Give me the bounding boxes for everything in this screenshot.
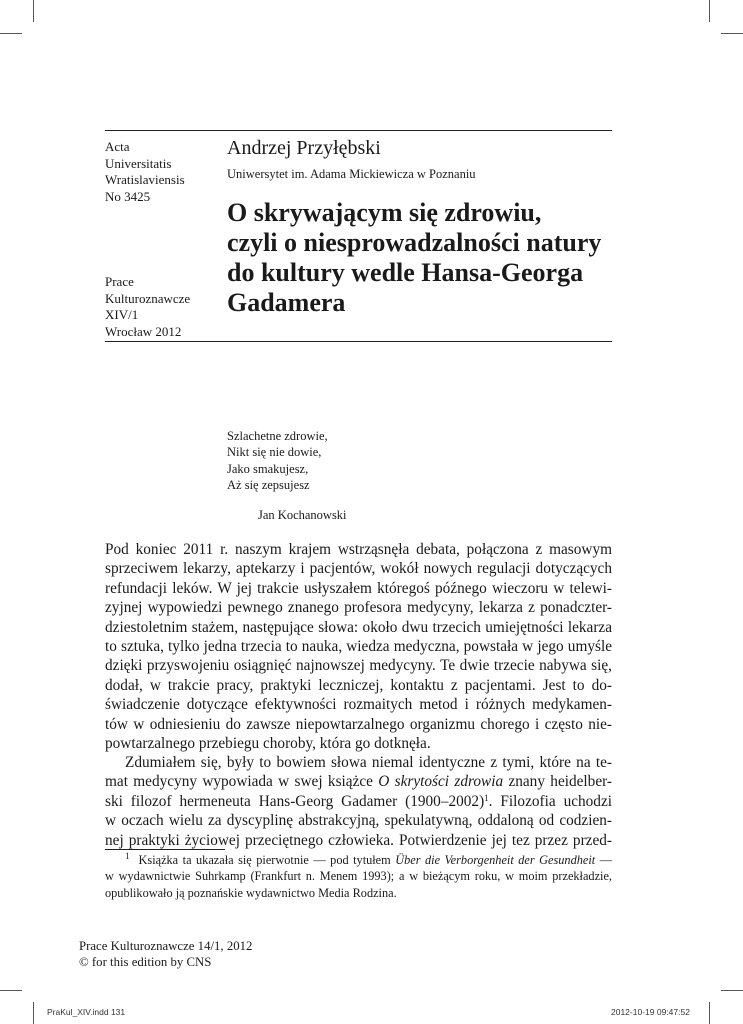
header-bottom-rule <box>105 341 612 342</box>
body-line: świadczenie dotyczące efektywności rozmaitych metod i różnych medykamen- <box>105 696 612 714</box>
footnote-reference[interactable]: 1 <box>484 792 489 803</box>
journal-volume-line: Prace <box>105 274 134 289</box>
article-title <box>227 198 617 318</box>
footnote-text: Książka ta ukazała się pierwotnie — pod tytułem <box>138 853 396 867</box>
body-line: to sztuka, tylko jedna trzecia to nauka, wiedza medyczna, powstała w jego umyśle <box>105 638 612 656</box>
header-top-rule <box>105 130 612 131</box>
epigraph-line: Szlachetne zdrowie, <box>227 429 328 443</box>
title-line: O skrywającym się zdrowiu, <box>227 198 542 227</box>
body-paragraph-2 <box>105 753 612 850</box>
journal-volume-line: Kulturoznawcze <box>105 290 191 306</box>
epigraph-line: Nikt się nie dowie, <box>227 445 322 460</box>
footnote-number: 1 <box>125 851 130 861</box>
journal-volume-line: XIV/1 <box>105 307 139 322</box>
body-line: powtarzalnego przebiegu choroby, która go dotknęła. <box>105 735 431 753</box>
body-line: zyjnej wypowiedzi pewnego znanego profesora medycyny, lekarza z ponadczter- <box>105 599 612 617</box>
body-line: Zdumiałem się, były to bowiem słowa niemal identyczne z tymi, które na te- <box>125 754 612 771</box>
footnote-line <box>105 852 612 868</box>
body-line: refundacji leków. W jej trakcie usłyszałem któregoś późnego wieczoru w telewi- <box>105 579 612 597</box>
body-line: Pod koniec 2011 r. naszym krajem wstrząsnęła debata, połączona z masowym <box>105 541 612 558</box>
footnote-line: w wydawnictwie Suhrkamp (Frankfurt n. Menem 1993); a w bieżącym roku, w moim przekładzie, <box>105 869 612 884</box>
article-author: Andrzej Przyłębski <box>227 137 381 159</box>
body-text: mat medycyny wypowiada w swej książce <box>105 773 379 791</box>
crop-mark <box>721 990 743 991</box>
body-text: znany heidelber- <box>503 773 612 791</box>
author-affiliation: Uniwersytet im. Adama Mickiewicza w Poznaniu <box>227 167 476 181</box>
journal-series-line: Wratislaviensis <box>105 172 185 187</box>
imprint-line: Prace Kulturoznawcze 14/1, 2012 <box>79 939 253 953</box>
crop-mark <box>33 1002 34 1024</box>
journal-series-line: Universitatis <box>105 155 172 171</box>
body-line: sprzeciwem lekarzy, aptekarzy i pacjentów, wokół nowych regulacji dotyczących <box>105 560 612 578</box>
crop-mark <box>709 1002 710 1024</box>
body-paragraph-1 <box>105 540 612 753</box>
slug-filename: PraKul_XIV.indd 131 <box>47 1007 126 1017</box>
epigraph-author: Jan Kochanowski <box>258 508 347 522</box>
body-line: nej praktyki życiowej przeciętnego człowieka. Potwierdzenie jej tez przez przed- <box>105 831 612 849</box>
crop-mark <box>0 990 22 991</box>
journal-volume-line: Wrocław 2012 <box>105 323 182 339</box>
book-title-italic: O skrytości zdrowia <box>378 773 504 791</box>
footnote-title-italic: Über die Verborgenheit der Gesundheit <box>395 853 596 867</box>
body-line <box>105 772 612 791</box>
crop-mark <box>0 33 22 34</box>
crop-mark <box>709 0 710 22</box>
footnote-rule <box>105 849 225 850</box>
title-line: Gadamera <box>227 288 346 317</box>
body-text: ski filozof hermeneuta Hans-Georg Gadamer (1900–2002) <box>105 792 485 810</box>
footnote-line: opublikowało ją poznańskie wydawnictwo Media Rodzina. <box>105 885 397 900</box>
body-line <box>105 792 612 811</box>
journal-series-line: Acta <box>105 139 130 154</box>
journal-volume <box>105 274 215 340</box>
slug-timestamp: 2012-10-19 09:47:52 <box>611 1007 690 1017</box>
body-text: . Filozofia uchodzi <box>488 792 612 810</box>
epigraph <box>227 428 328 494</box>
imprint-line: © for this edition by CNS <box>79 954 212 969</box>
epigraph-line: Aż się zepsujesz <box>227 478 310 493</box>
body-line: tów w odniesieniu do zawsze niepowtarzalnego organizmu chorego i często nie- <box>105 715 612 733</box>
epigraph-line: Jako smakujesz, <box>227 461 309 476</box>
imprint <box>79 939 252 970</box>
title-line: do kultury wedle Hansa-Georga <box>227 258 584 287</box>
journal-series <box>105 139 215 205</box>
body-line: dzięki przyswojeniu osiągnięć najnowszej medycyny. Te dwie trzecie nabywa się, <box>105 657 612 675</box>
body-line: dodał, w trakcie pracy, praktyki leczniczej, kontaktu z pacjentami. Jest to do- <box>105 676 612 694</box>
journal-series-line: No 3425 <box>105 188 151 204</box>
title-line: czyli o niesprowadzalności natury <box>227 228 602 257</box>
body-line: dziestoletnim stażem, następujące słowa: około dwu trzecich umiejętności lekarza <box>105 618 612 636</box>
footnote <box>105 852 612 901</box>
crop-mark <box>721 33 743 34</box>
crop-mark <box>33 0 34 22</box>
body-line: w oczach wielu za dyscyplinę abstrakcyjną, spekulatywną, oddaloną od codzien- <box>105 812 612 830</box>
footnote-text: — <box>595 853 612 867</box>
